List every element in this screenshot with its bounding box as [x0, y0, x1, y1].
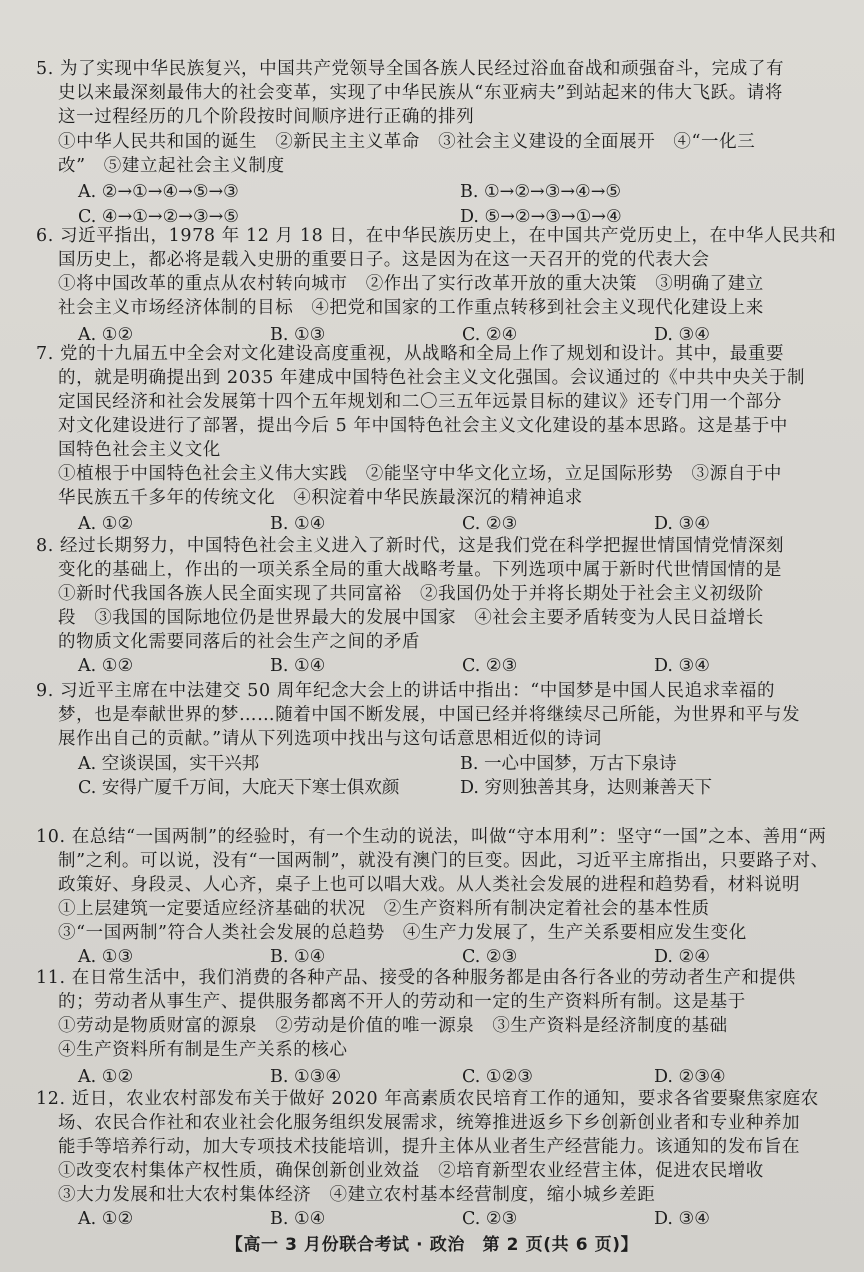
question-text-line: 6. 习近平指出，1978 年 12 月 18 日，在中华民族历史上，在中国共产党历史上，在中华人民共和	[36, 226, 837, 246]
answer-option: B. ①③④	[270, 1067, 342, 1087]
answer-option: D. 穷则独善其身，达则兼善天下	[460, 778, 713, 798]
answer-option: C. ②④	[462, 325, 518, 345]
question-text-line: ①上层建筑一定要适应经济基础的状况 ②生产资料所有制决定着社会的基本性质	[58, 899, 710, 919]
answer-option: C. ②③	[462, 514, 518, 534]
answer-option: A. ①②	[78, 1067, 134, 1087]
answer-option: B. ①③	[270, 325, 326, 345]
question-text-line: ④生产资料所有制是生产关系的核心	[58, 1040, 348, 1060]
question-text-line: 的；劳动者从事生产、提供服务都离不开人的劳动和一定的生产资料所有制。这是基于	[58, 992, 746, 1012]
page-footer: 【高一 3 月份联合考试 · 政治 第 2 页(共 6 页)】	[225, 1235, 639, 1255]
question-text-line: ③大力发展和壮大农村集体经济 ④建立农村基本经营制度，缩小城乡差距	[58, 1185, 656, 1205]
question-text-line: ①将中国改革的重点从农村转向城市 ②作出了实行改革开放的重大决策 ③明确了建立	[58, 274, 764, 294]
answer-option: A. ①②	[78, 656, 134, 676]
answer-option: D. ⑤→②→③→①→④	[460, 207, 622, 227]
answer-option: C. 安得广厦千万间，大庇天下寒士俱欢颜	[78, 778, 400, 798]
answer-option: D. ②④	[654, 947, 710, 967]
question-text-line: 史以来最深刻最伟大的社会变革，实现了中华民族从“东亚病夫”到站起来的伟大飞跃。请将	[58, 83, 783, 103]
answer-option: C. ④→①→②→③→⑤	[78, 207, 239, 227]
question-text-line: 这一过程经历的几个阶段按时间顺序进行正确的排列	[58, 107, 475, 127]
question-text-line: 定国民经济和社会发展第十四个五年规划和二〇三五年远景目标的建议》还专门用一个部分	[58, 392, 782, 412]
question-text-line: 梦，也是奉献世界的梦……随着中国不断发展，中国已经并将继续尽己所能，为世界和平与发	[58, 705, 801, 725]
question-text-line: 的，就是明确提出到 2035 年建成中国特色社会主义文化强国。会议通过的《中共中央关于制	[58, 368, 806, 388]
answer-option: C. ①②③	[462, 1067, 533, 1087]
answer-option: A. ①②	[78, 1209, 134, 1229]
answer-option: D. ③④	[654, 1209, 710, 1229]
answer-option: A. ①②	[78, 325, 134, 345]
answer-option: A. 空谈误国，实干兴邦	[78, 754, 260, 774]
question-text-line: 制”之利。可以说，没有“一国两制”，就没有澳门的巨变。因此，习近平主席指出，只要路子对、	[58, 851, 829, 871]
question-text-line: ③“一国两制”符合人类社会发展的总趋势 ④生产力发展了，生产关系要相应发生变化	[58, 923, 747, 943]
question-text-line: 能手等培养行动，加大专项技术技能培训，提升主体从业者生产经营能力。该通知的发布旨在	[58, 1137, 801, 1157]
question-text-line: ①新时代我国各族人民全面实现了共同富裕 ②我国仍处于并将长期处于社会主义初级阶	[58, 584, 764, 604]
question-text-line: 10. 在总结“一国两制”的经验时，有一个生动的说法，叫做“守本用利”：坚守“一国”之本、善用“两	[36, 827, 827, 847]
answer-option: A. ①②	[78, 514, 134, 534]
question-text-line: 7. 党的十九届五中全会对文化建设高度重视，从战略和全局上作了规划和设计。其中，最重要	[36, 344, 785, 364]
answer-option: B. ①④	[270, 1209, 326, 1229]
question-text-line: ①中华人民共和国的诞生 ②新民主主义革命 ③社会主义建设的全面展开 ④“一化三	[58, 132, 756, 152]
answer-option: D. ③④	[654, 656, 710, 676]
question-text-line: 8. 经过长期努力，中国特色社会主义进入了新时代，这是我们党在科学把握世情国情党情深刻	[36, 536, 785, 556]
question-text-line: 段 ③我国的国际地位仍是世界最大的发展中国家 ④社会主要矛盾转变为人民日益增长	[58, 608, 764, 628]
question-text-line: 5. 为了实现中华民族复兴，中国共产党领导全国各族人民经过浴血奋战和顽强奋斗，完成了有	[36, 59, 785, 79]
question-text-line: 场、农民合作社和农业社会化服务组织发展需求，统筹推进返乡下乡创新创业者和专业种养加	[58, 1113, 801, 1133]
question-text-line: 国历史上，都必将是载入史册的重要日子。这是因为在这一天召开的党的代表大会	[58, 250, 710, 270]
answer-option: B. 一心中国梦，万古下泉诗	[460, 754, 677, 774]
answer-option: C. ②③	[462, 947, 518, 967]
question-text-line: 展作出自己的贡献。”请从下列选项中找出与这句话意思相近似的诗词	[58, 729, 602, 749]
answer-option: A. ②→①→④→⑤→③	[78, 182, 239, 202]
question-text-line: 华民族五千多年的传统文化 ④积淀着中华民族最深沉的精神追求	[58, 488, 583, 508]
question-text-line: ①改变农村集体产权性质，确保创新创业效益 ②培育新型农业经营主体，促进农民增收	[58, 1161, 764, 1181]
question-text-line: 国特色社会主义文化	[58, 440, 221, 460]
question-text-line: 改” ⑤建立起社会主义制度	[58, 156, 285, 176]
question-text-line: 12. 近日，农业农村部发布关于做好 2020 年高素质农民培育工作的通知，要求各省要聚焦家庭农	[36, 1089, 819, 1109]
answer-option: B. ①→②→③→④→⑤	[460, 182, 622, 202]
question-text-line: ①劳动是物质财富的源泉 ②劳动是价值的唯一源泉 ③生产资料是经济制度的基础	[58, 1016, 728, 1036]
question-text-line: 的物质文化需要同落后的社会生产之间的矛盾	[58, 632, 420, 652]
answer-option: C. ②③	[462, 1209, 518, 1229]
question-text-line: ①植根于中国特色社会主义伟大实践 ②能坚守中华文化立场，立足国际形势 ③源自于中	[58, 464, 782, 484]
answer-option: D. ③④	[654, 514, 710, 534]
question-text-line: 9. 习近平主席在中法建交 50 周年纪念大会上的讲话中指出：“中国梦是中国人民追求幸福的	[36, 681, 776, 701]
answer-option: A. ①③	[78, 947, 134, 967]
question-text-line: 变化的基础上，作出的一项关系全局的重大战略考量。下列选项中属于新时代世情国情的是	[58, 560, 782, 580]
answer-option: B. ①④	[270, 514, 326, 534]
answer-option: B. ①④	[270, 656, 326, 676]
answer-option: B. ①④	[270, 947, 326, 967]
answer-option: D. ③④	[654, 325, 710, 345]
answer-option: D. ②③④	[654, 1067, 726, 1087]
answer-option: C. ②③	[462, 656, 518, 676]
question-text-line: 11. 在日常生活中，我们消费的各种产品、接受的各种服务都是由各行各业的劳动者生产和提供	[36, 968, 796, 988]
question-text-line: 政策好、身段灵、人心齐，桌子上也可以唱大戏。从人类社会发展的进程和趋势看，材料说明	[58, 875, 801, 895]
question-text-line: 对文化建设进行了部署，提出今后 5 年中国特色社会主义文化建设的基本思路。这是基于中	[58, 416, 788, 436]
question-text-line: 社会主义市场经济体制的目标 ④把党和国家的工作重点转移到社会主义现代化建设上来	[58, 298, 764, 318]
